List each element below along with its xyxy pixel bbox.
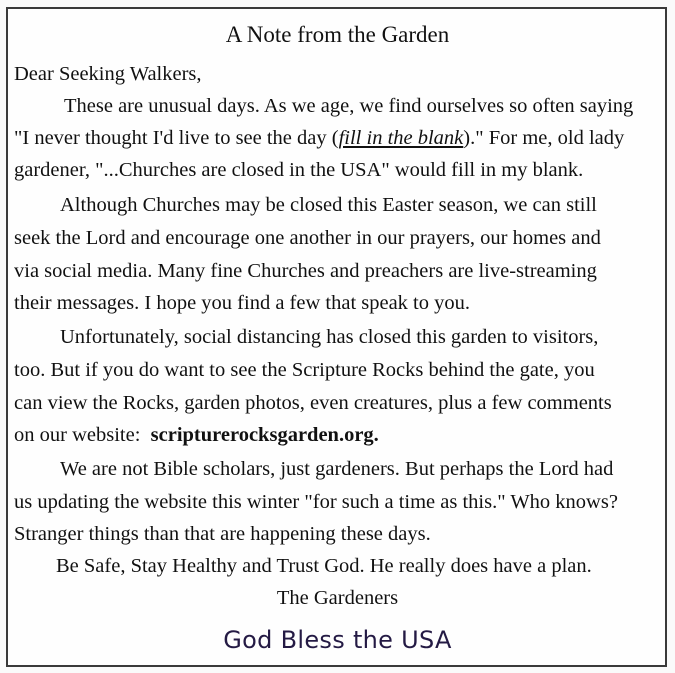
p2-line-3: via social media. Many fine Churches and preachers are live-streaming <box>14 260 597 282</box>
p4-line-3: Stranger things than that are happening these days. <box>14 523 431 545</box>
p3-line-4-pre: on our website: <box>14 424 141 446</box>
signature: The Gardeners <box>276 587 399 609</box>
p3-line-1: Unfortunately, social distancing has closed this garden to visitors, <box>60 326 599 348</box>
closing-line: Be Safe, Stay Healthy and Trust God. He really does have a plan. <box>56 555 592 577</box>
p2-line-2: seek the Lord and encourage one another in our prayers, our homes and <box>14 227 601 249</box>
blessing: God Bless the USA <box>223 626 452 654</box>
p4-line-2: us updating the website this winter "for such a time as this." Who knows? <box>14 491 618 513</box>
p2-line-1: Although Churches may be closed this Easter season, we can still <box>60 194 597 216</box>
p1-line-1: These are unusual days. As we age, we find ourselves so often saying <box>64 95 634 117</box>
p4-line-1: We are not Bible scholars, just gardeners. But perhaps the Lord had <box>60 458 614 480</box>
salutation: Dear Seeking Walkers, <box>14 63 202 85</box>
p1-line-2 <box>14 124 624 152</box>
p3-line-4 <box>14 421 379 449</box>
p3-line-4-post: . <box>373 424 379 446</box>
p1-line-3: gardener, "...Churches are closed in the USA" would fill in my blank. <box>14 159 584 181</box>
website-link[interactable]: scripturerocksgarden.org <box>150 424 374 446</box>
fill-in-the-blank: fill in the blank <box>338 127 464 149</box>
note-title: A Note from the Garden <box>225 22 450 47</box>
p1-line-2-pre: "I never thought I'd live to see the day ( <box>14 127 339 149</box>
p1-line-2-post: )." For me, old lady <box>463 127 625 149</box>
p3-line-2: too. But if you do want to see the Scripture Rocks behind the gate, you <box>14 359 595 381</box>
p3-line-3: can view the Rocks, garden photos, even creatures, plus a few comments <box>14 392 612 414</box>
p2-line-4: their messages. I hope you find a few that speak to you. <box>14 292 471 314</box>
